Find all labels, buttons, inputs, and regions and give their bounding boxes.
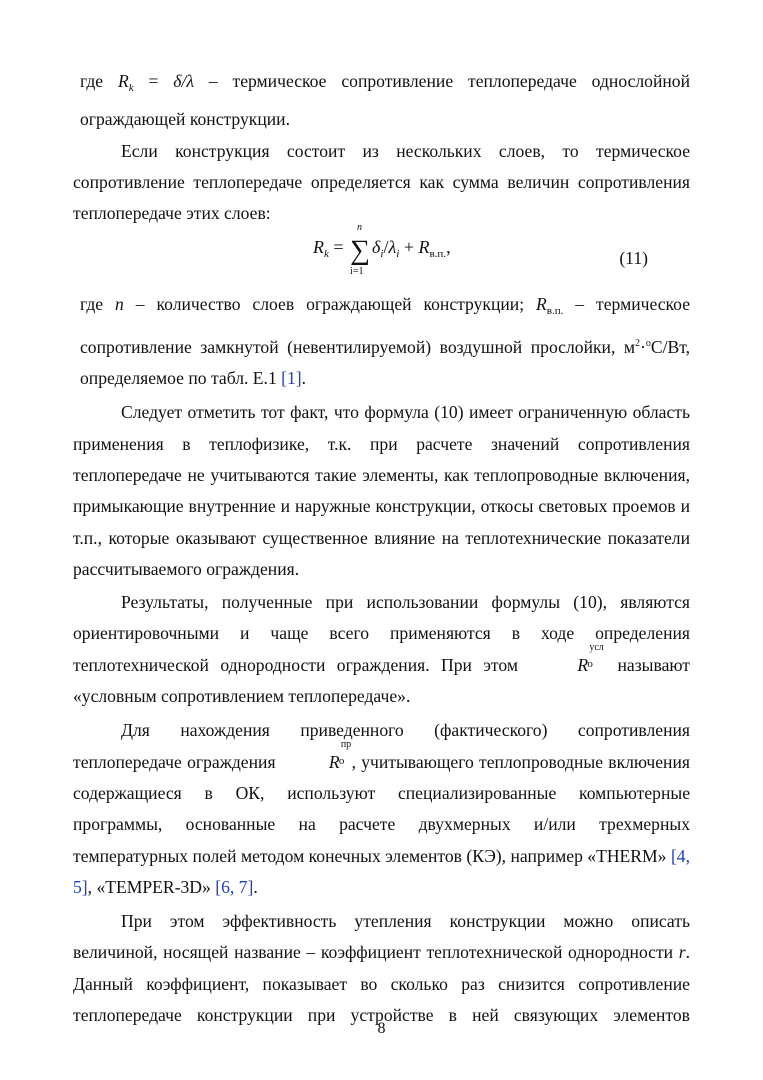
formula-eq: = bbox=[328, 237, 349, 258]
sup-usl: усл bbox=[589, 641, 604, 653]
var-n: n bbox=[115, 294, 124, 315]
dot: · bbox=[640, 336, 646, 357]
sum-bottom: i=1 bbox=[350, 266, 364, 278]
formula-r2: R bbox=[418, 237, 430, 258]
sup-degree: о bbox=[645, 337, 651, 349]
text: , учитывающего теплопроводные включения содержащиеся в ОК, используют специализированные компьютерные программы, основанные на расчете двухмерных и/или трехмерных температурных полей методом конечных элементов (КЭ), например «THERM» bbox=[73, 751, 690, 866]
text: При этом эффективность утепления конструкции можно описать величиной, носящей название – коэффициент теплотехнической однородности bbox=[73, 911, 690, 963]
text: . bbox=[253, 876, 258, 897]
sub-k: k bbox=[128, 82, 134, 94]
paragraph-1 bbox=[73, 66, 690, 136]
formula-sub: k bbox=[324, 248, 329, 261]
paragraph-2: Если конструкция состоит из нескольких слоев, то термическое сопротивление теплопередаче определяется как сумма величин сопротивления теплопередаче этих слоев: bbox=[73, 140, 690, 224]
text: С/Вт, определяемое по табл. Е.1 bbox=[80, 336, 690, 389]
text: – количество слоев ограждающей конструкции; bbox=[123, 294, 537, 315]
delta: δ bbox=[372, 237, 381, 258]
text: , «TEMPER-3D» bbox=[87, 876, 216, 897]
sub-i: i bbox=[380, 248, 384, 261]
sum-sign: ∑ bbox=[350, 235, 371, 267]
reference-link[interactable]: [1] bbox=[281, 368, 302, 389]
sub-o: о bbox=[338, 754, 345, 767]
r-pr bbox=[281, 738, 352, 778]
text: – термическое сопротивление теплопередаче однослойной ограждающей конструкции. bbox=[80, 71, 690, 130]
page-body bbox=[73, 66, 690, 1031]
page-number: 8 bbox=[377, 1020, 386, 1037]
fraction: δ/λ bbox=[173, 71, 194, 91]
text: Результаты, полученные при использовании формулы (10), являются ориентировочными и чаще всего применяются в ходе определения теплотехнической однородности ограждения. При этом bbox=[73, 592, 690, 675]
sub-vp: в.п. bbox=[429, 248, 447, 261]
comma: , bbox=[446, 237, 451, 258]
text: . Данный коэффициент, показывает во сколько раз снизится сопротивление теплопередаче конструкции при устройстве в ней связующих элементов bbox=[73, 942, 690, 1026]
var-r: R bbox=[117, 71, 129, 91]
var-r: r bbox=[678, 942, 686, 963]
sup-pr: пр bbox=[340, 738, 352, 750]
var-r: R bbox=[577, 654, 589, 675]
lambda: λ bbox=[388, 237, 397, 258]
formula-11 bbox=[73, 222, 690, 289]
equals: = bbox=[133, 71, 174, 91]
reference-link[interactable]: [4, 5] bbox=[73, 845, 690, 897]
text: Для нахождения приведенного (фактического) сопротивления теплопередаче ограждения bbox=[73, 720, 690, 772]
formula-r: R bbox=[313, 237, 324, 258]
var-r: R bbox=[328, 751, 340, 772]
equation-number: (11) bbox=[619, 248, 648, 269]
paragraph-4: Следует отметить тот факт, что формула (10) имеет ограниченную область применения в теплофизике, т.к. при расчете значений сопротивления теплопередаче не учитываются такие элементы, как теплопроводные включения, примыкающие внутренние и наружные конструкции, откосы световых проемов и т.п., которые оказывают существенное влияние на теплотехнические показатели рассчитываемого ограждения. bbox=[73, 402, 690, 579]
paragraph-3 bbox=[73, 289, 690, 394]
text: . bbox=[301, 368, 307, 389]
sub-o: о bbox=[587, 657, 593, 670]
sum-top: n bbox=[357, 222, 363, 234]
sub-i: i bbox=[396, 248, 400, 261]
sum-symbol bbox=[348, 222, 372, 278]
sup-2: 2 bbox=[635, 337, 641, 349]
text: где bbox=[80, 294, 116, 315]
text: – термическое сопротивление замкнутой (невентилируемой) воздушной прослойки, м bbox=[80, 294, 690, 357]
text: называют «условным сопротивлением теплопередаче». bbox=[73, 654, 690, 707]
paragraph-6 bbox=[73, 715, 690, 903]
sub-vp: в.п. bbox=[546, 305, 564, 318]
slash: / bbox=[383, 237, 389, 258]
r-usl bbox=[529, 641, 606, 681]
text: где bbox=[80, 71, 118, 91]
reference-link[interactable]: [6, 7] bbox=[215, 876, 254, 897]
var-r: R bbox=[536, 294, 547, 315]
paragraph-5 bbox=[73, 587, 690, 712]
formula-expression bbox=[313, 222, 451, 278]
paragraph-7 bbox=[73, 906, 690, 1031]
plus: + bbox=[399, 237, 419, 258]
